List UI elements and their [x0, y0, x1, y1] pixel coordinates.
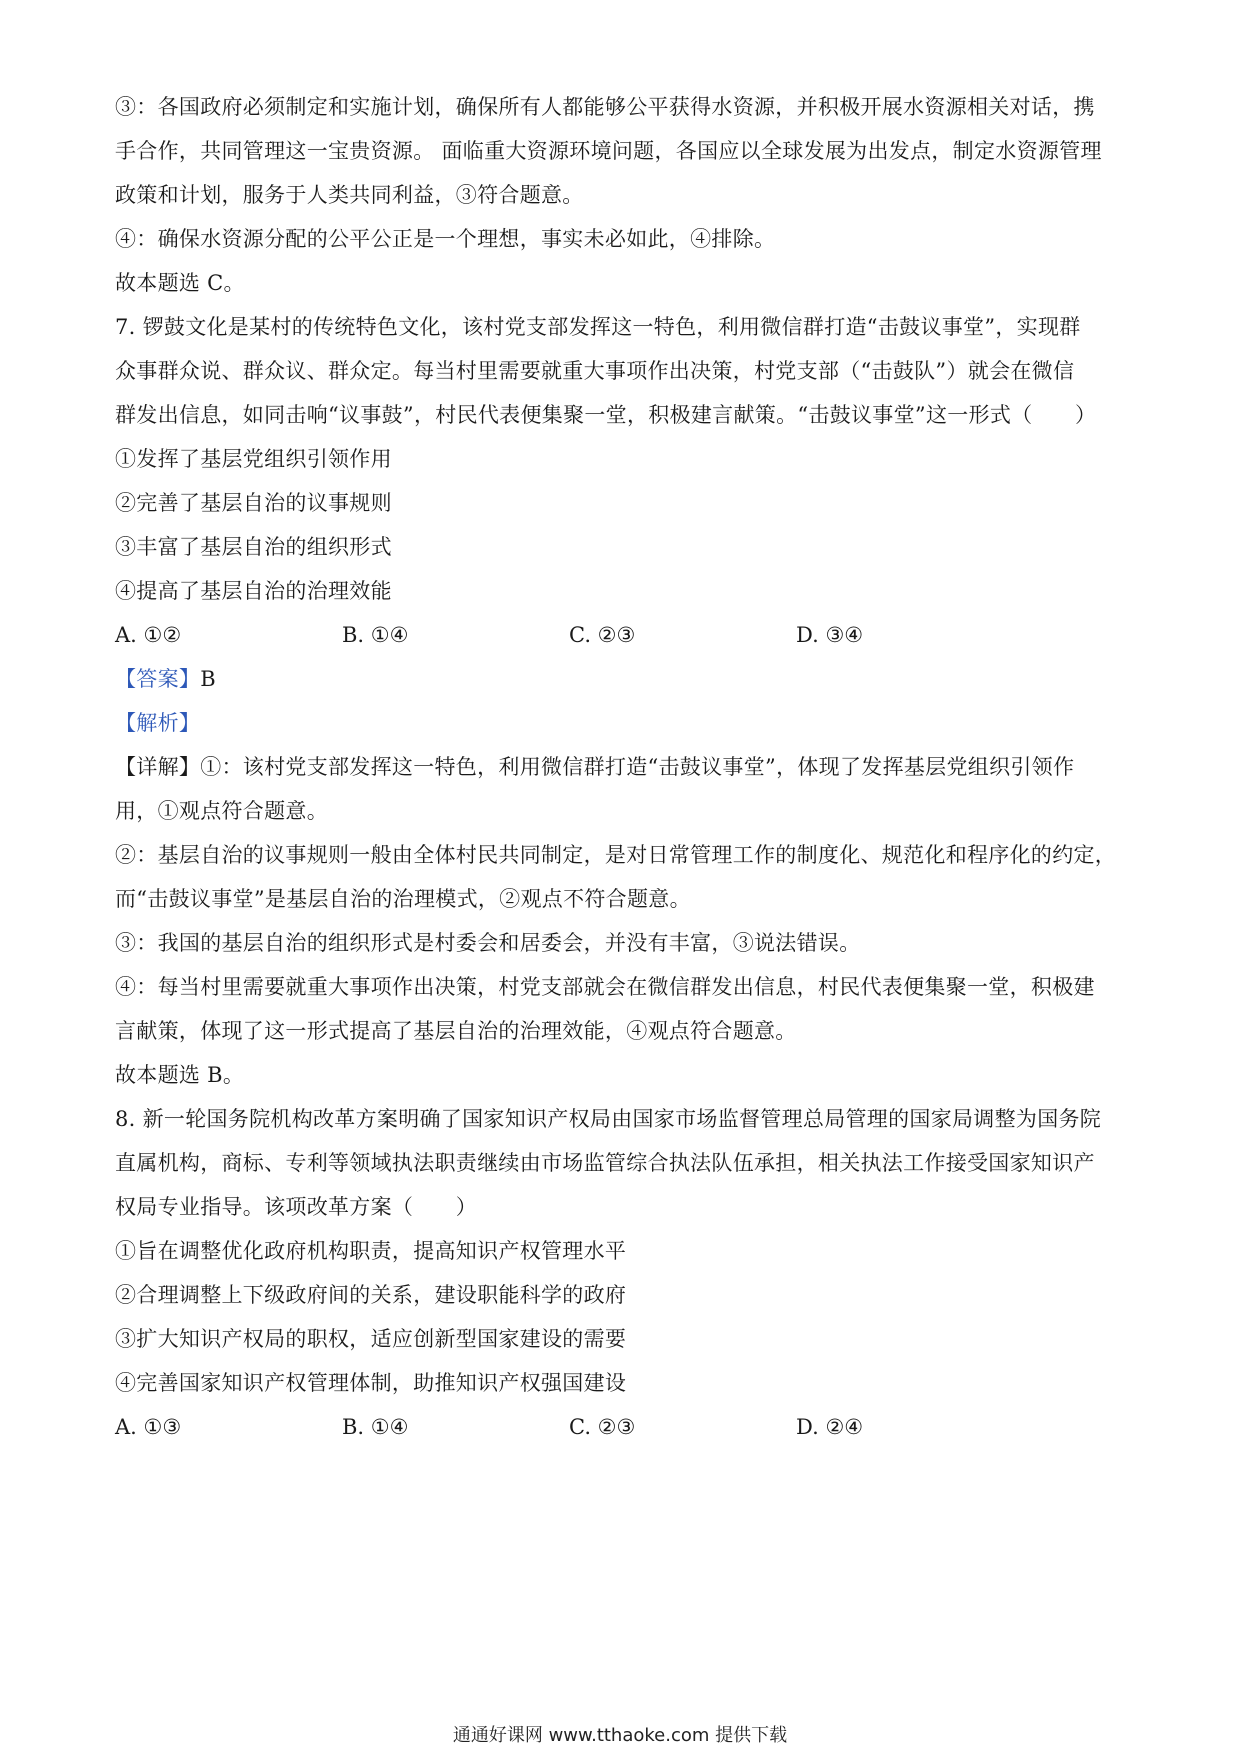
text-line: 手合作，共同管理这一宝贵资源。 面临重大资源环境问题，各国应以全球发展为出发点，制定水资源管理: [115, 139, 1102, 163]
q6-conclusion: 故本题选 C。: [115, 271, 245, 295]
q8-option-c: C. ②③: [569, 1415, 636, 1439]
q7-detail: 言献策，体现了这一形式提高了基层自治的治理效能，④观点符合题意。: [115, 1019, 797, 1043]
detail-text: ①：该村党支部发挥这一特色，利用微信群打造“击鼓议事堂”，体现了发挥基层党组织引领作: [200, 755, 1075, 779]
text-line: 政策和计划，服务于人类共同利益，③符合题意。: [115, 183, 584, 207]
q7-detail: ③：我国的基层自治的组织形式是村委会和居委会，并没有丰富，③说法错误。: [115, 931, 861, 955]
q8-option-b: B. ①④: [342, 1415, 409, 1439]
q7-option-d: D. ③④: [796, 623, 864, 647]
q8-statement: ④完善国家知识产权管理体制，助推知识产权强国建设: [115, 1371, 627, 1395]
answer-value: B: [200, 667, 216, 691]
q8-option-d: D. ②④: [796, 1415, 864, 1439]
q8-stem: 权局专业指导。该项改革方案（ ）: [115, 1195, 478, 1219]
q7-option-b: B. ①④: [342, 623, 409, 647]
q7-stem: 7. 锣鼓文化是某村的传统特色文化，该村党支部发挥这一特色，利用微信群打造“击鼓议事堂”，实现群: [115, 315, 1081, 339]
q8-stem: 直属机构，商标、专利等领域执法职责继续由市场监管综合执法队伍承担，相关执法工作接受国家知识产: [115, 1151, 1095, 1175]
q7-stem: 群发出信息，如同击响“议事鼓”，村民代表便集聚一堂，积极建言献策。“击鼓议事堂”这一形式（ ）: [115, 403, 1097, 427]
detail-label: 【详解】: [115, 755, 201, 779]
q8-statement: ②合理调整上下级政府间的关系，建设职能科学的政府: [115, 1283, 627, 1307]
q7-option-a: A. ①②: [115, 623, 182, 647]
q8-option-a: A. ①③: [115, 1415, 182, 1439]
q7-analysis-heading: [115, 708, 1135, 738]
page-footer: 通通好课网 www.tthaoke.com 提供下载: [452, 1725, 788, 1746]
text-line: ③：各国政府必须制定和实施计划，确保所有人都能够公平获得水资源，并积极开展水资源相关对话，携: [115, 95, 1095, 119]
q7-statement: ④提高了基层自治的治理效能: [115, 579, 392, 603]
q7-detail: 而“击鼓议事堂”是基层自治的治理模式，②观点不符合题意。: [115, 887, 691, 911]
q7-detail: 用，①观点符合题意。: [115, 799, 328, 823]
q7-statement: ③丰富了基层自治的组织形式: [115, 535, 392, 559]
q7-conclusion: 故本题选 B。: [115, 1063, 245, 1087]
q7-options: [115, 620, 1135, 650]
q7-statement: ②完善了基层自治的议事规则: [115, 491, 392, 515]
q8-statement: ③扩大知识产权局的职权，适应创新型国家建设的需要: [115, 1327, 627, 1351]
q7-option-c: C. ②③: [569, 623, 636, 647]
analysis-label: 【解析】: [115, 711, 201, 735]
q7-statement: ①发挥了基层党组织引领作用: [115, 447, 392, 471]
q8-stem: 8. 新一轮国务院机构改革方案明确了国家知识产权局由国家市场监督管理总局管理的国家局调整为国务院: [115, 1107, 1102, 1131]
q7-detail: ④：每当村里需要就重大事项作出决策，村党支部就会在微信群发出信息，村民代表便集聚一堂，积极建: [115, 975, 1095, 999]
q8-statement: ①旨在调整优化政府机构职责，提高知识产权管理水平: [115, 1239, 627, 1263]
q7-detail: ②：基层自治的议事规则一般由全体村民共同制定，是对日常管理工作的制度化、规范化和程序化的约定，: [115, 843, 1117, 867]
q7-stem: 众事群众说、群众议、群众定。每当村里需要就重大事项作出决策，村党支部（“击鼓队”）就会在微信: [115, 359, 1075, 383]
answer-label: 【答案】: [115, 667, 201, 691]
q8-options: [115, 1412, 1135, 1442]
q7-detail: [115, 752, 1135, 782]
text-line: ④：确保水资源分配的公平公正是一个理想，事实未必如此，④排除。: [115, 227, 776, 251]
q7-answer: [115, 664, 1135, 694]
